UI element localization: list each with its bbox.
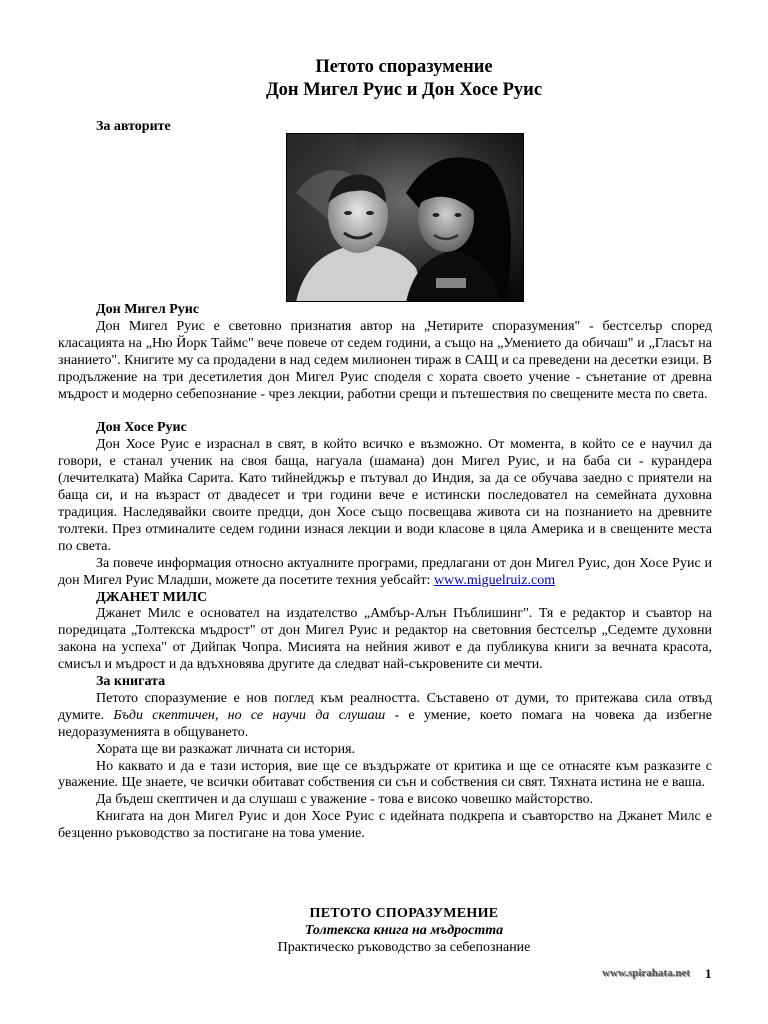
site-watermark: www.spirahata.net bbox=[602, 967, 691, 979]
more-info-paragraph bbox=[58, 556, 712, 590]
page-number: 1 bbox=[705, 966, 712, 981]
document-subtitle-authors: Дон Мигел Руис и Дон Хосе Руис bbox=[265, 80, 543, 100]
book-paragraph-4: Да бъдеш скептичен и да слушаш с уважение - това е високо човешко майсторство. bbox=[96, 792, 594, 808]
authors-body bbox=[58, 302, 712, 843]
about-book-heading: За книгата bbox=[96, 674, 166, 690]
book-paragraph-1 bbox=[58, 691, 712, 742]
spacer bbox=[58, 403, 712, 420]
footer-book-tagline: Практическо ръководство за себепознание bbox=[277, 940, 531, 955]
janet-heading: ДЖАНЕТ МИЛС bbox=[96, 589, 208, 605]
miguel-heading: Дон Мигел Руис bbox=[96, 302, 200, 317]
website-link[interactable]: www.miguelruiz.com bbox=[433, 572, 556, 588]
jose-text: Дон Хосе Руис е израснал в свят, в който всичко е възможно. От момента, в който се е научил да говори, е станал ученик на своя баща, нагуала (шамана) дон Мигел Руис, и на баба си - курандера (лечителката) Майка Сарита. Като тийнейджър е пътувал до Индия, за да се обучава заедно с приятели на баща си, и на възраст от двадесет и три години вече е истински последовател на семейната духовна традиция. Наследявайки своите предци, дон Хосе също посвещава живота си на познанието на древните толтеки. През отминалите седем години изнася лекции и води класове в цяла Америка и в свещените места по света. bbox=[58, 437, 712, 554]
book-p1-start: Петото споразумение е нов поглед към реалността. Съставено от думи, то притежава сила отвъд думите. bbox=[58, 690, 712, 723]
authors-photo bbox=[286, 133, 524, 302]
more-info-text: За повече информация относно актуалните програми, предлагани от дон Мигел Руис, дон Хосе Руис и дон Мигел Руис Младши, можете да посетите техния уебсайт: bbox=[58, 555, 712, 588]
book-paragraph-3: Но каквато и да е тази история, вие ще се въздържате от критика и ще се отнасяте към разказите с уважение. Ще знаете, че всички обитават собствения си сън и собствения си свят. Тяхната истина не е ваша. bbox=[58, 758, 712, 791]
footer-book-title: ПЕТОТО СПОРАЗУМЕНИЕ bbox=[309, 906, 499, 921]
miguel-text: Дон Мигел Руис е световно признатия автор на „Четирите споразумения" - бестселър според класацията на „Ню Йорк Таймс" вече повече от седем години, а също на „Умението да обичаш" и „Гласът на знанието". Книгите му са продадени в над седем милионен тираж в САЩ и са преведени на десетки езици. В продължение на три десетилетия дон Мигел Руис споделя с хората своето учение - сънетание от древна мъдрост и модерно себепознание - чрез лекции, работни срещи и пътешествия по свещените места по света. bbox=[58, 318, 712, 402]
about-authors-heading: За авторите bbox=[96, 119, 171, 134]
book-p1-italic: Бъди скептичен, но се научи да слушаш bbox=[113, 707, 386, 723]
book-paragraph-5: Книгата на дон Мигел Руис и дон Хосе Руис с идейната подкрепа и съавторство на Джанет Милс е безценно ръководство за постигане на това умение. bbox=[58, 809, 712, 842]
jose-heading: Дон Хосе Руис bbox=[96, 420, 187, 436]
janet-text: Джанет Милс е основател на издателство „Амбър-Алън Пъблишинг". Тя е редактор и съавтор на поредицата „Толтекска мъдрост" от дон Мигел Руис и редактор на световния бестселър „Седемте духовни закона на успеха" от Дийпак Чопра. Мисията на нейния живот е да публикува книги за вечната красота, смисъл и мъдрост и да вдъхновява другите да следват най-съкровените си мечти. bbox=[58, 606, 712, 673]
book-p1-end: - е умение, което помага на човека да избегне недоразуменията в общуването. bbox=[58, 707, 712, 740]
footer-book-subtitle: Толтекска книга на мъдростта bbox=[304, 923, 504, 938]
book-paragraph-2: Хората ще ви разкажат личната си история. bbox=[96, 741, 356, 757]
document-title: Петото споразумение bbox=[315, 57, 493, 77]
